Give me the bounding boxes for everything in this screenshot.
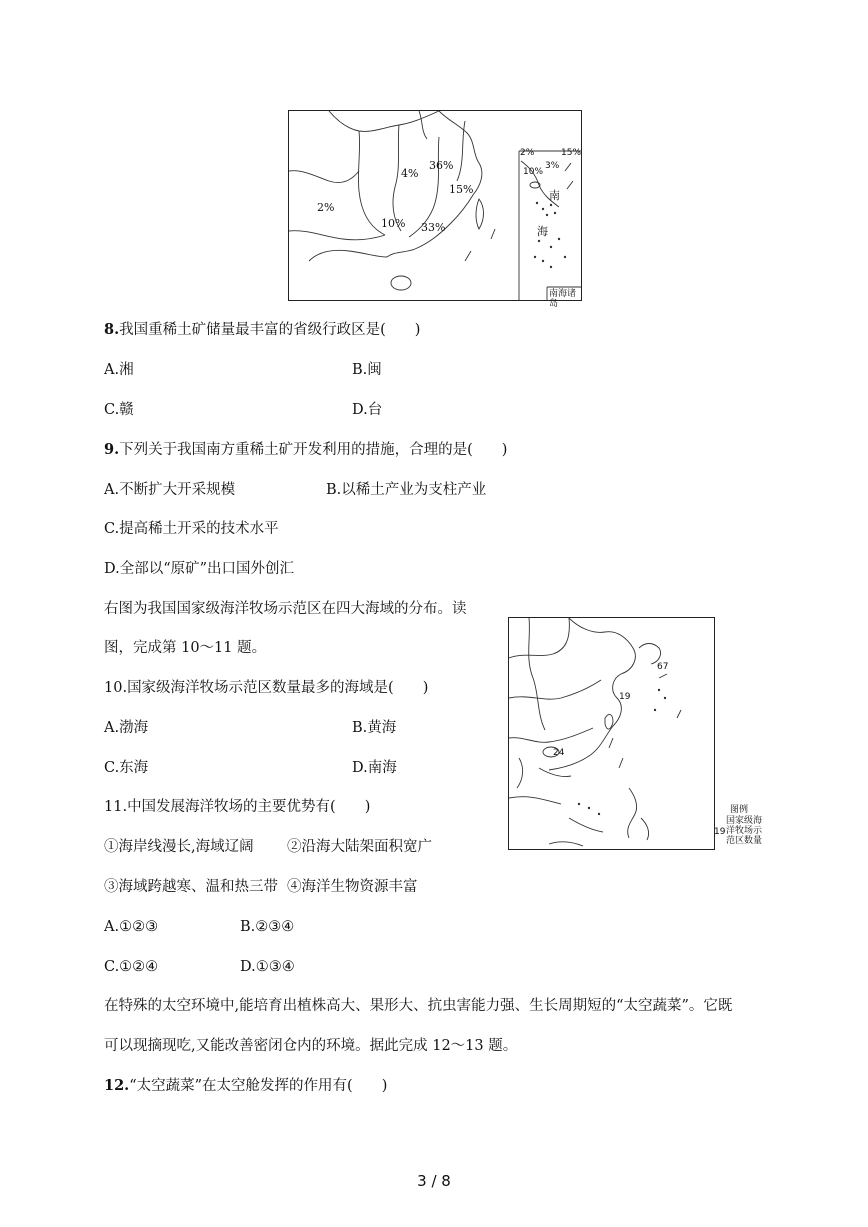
inset-label-left: 2% bbox=[520, 148, 535, 158]
map1-label-guangdong-west: 10% bbox=[381, 217, 406, 230]
question-9 bbox=[104, 440, 507, 460]
legend-line-3: 范区数量 bbox=[726, 836, 763, 846]
q11-option-d: D.①③④ bbox=[240, 959, 295, 975]
q11-statement-2: ②沿海大陆架面积宽广 bbox=[287, 839, 432, 855]
question-10-number: 10. bbox=[104, 680, 128, 696]
rare-earth-map bbox=[288, 110, 582, 309]
map1-label-guangxi: 2% bbox=[317, 201, 335, 214]
map2-label-east-sea: 19 bbox=[619, 692, 631, 702]
inset-char-hai: 海 bbox=[537, 225, 548, 238]
q11-statement-1: ①海岸线漫长,海域辽阔 bbox=[104, 839, 254, 855]
question-11 bbox=[104, 797, 370, 817]
question-11-text: 中国发展海洋牧场的主要优势有( ) bbox=[127, 799, 371, 815]
q11-option-c: C.①②④ bbox=[104, 959, 159, 975]
q9-option-c: C.提高稀土开采的技术水平 bbox=[104, 521, 279, 537]
question-11-number: 11. bbox=[104, 799, 128, 815]
question-8 bbox=[104, 320, 420, 340]
map2-label-south-sea: 24 bbox=[553, 748, 565, 758]
page-number: 3 / 8 bbox=[417, 1172, 451, 1190]
inset-label-right: 15% bbox=[561, 148, 582, 158]
question-12-number: 12. bbox=[104, 1077, 130, 1094]
inset-caption: 南海诸岛 bbox=[549, 289, 577, 309]
q8-option-a: A.湘 bbox=[104, 362, 134, 378]
marine-ranch-map bbox=[508, 617, 715, 850]
map1-label-jiangxi: 36% bbox=[429, 159, 454, 172]
q10-option-b: B.黄海 bbox=[352, 720, 397, 736]
intro-10-11-line2: 图，完成第 10～11 题。 bbox=[104, 640, 267, 656]
legend-number: 19 bbox=[714, 827, 726, 837]
intro-10-11-line1: 右图为我国国家级海洋牧场示范区在四大海域的分布。读 bbox=[104, 601, 467, 617]
legend-title: 图例 bbox=[730, 805, 749, 815]
q9-option-a: A.不断扩大开采规模 bbox=[104, 482, 236, 498]
q8-option-d: D.台 bbox=[352, 402, 383, 418]
legend-line-2: 洋牧场示 bbox=[726, 826, 763, 836]
q8-option-c: C.赣 bbox=[104, 402, 134, 418]
q11-statement-3: ③海域跨越寒、温和热三带 bbox=[104, 879, 278, 895]
q9-option-d: D.全部以“原矿”出口国外创汇 bbox=[104, 561, 295, 577]
q10-option-c: C.东海 bbox=[104, 760, 149, 776]
question-9-text: 下列关于我国南方重稀土矿开发利用的措施，合理的是( ) bbox=[119, 442, 508, 458]
q11-option-a: A.①②③ bbox=[104, 919, 159, 935]
marine-ranch-legend bbox=[714, 805, 770, 851]
inset-label-mid: 10% bbox=[523, 167, 544, 177]
question-10-text: 国家级海洋牧场示范区数量最多的海域是( ) bbox=[127, 680, 429, 696]
legend-line-1: 国家级海 bbox=[726, 816, 763, 826]
question-8-number: 8. bbox=[104, 321, 120, 338]
map1-label-fujian: 15% bbox=[449, 183, 474, 196]
q9-option-b: B.以稀土产业为支柱产业 bbox=[326, 482, 487, 498]
map1-label-guangdong: 33% bbox=[421, 221, 446, 234]
map2-label-yellow-sea: 67 bbox=[657, 662, 669, 672]
question-12 bbox=[104, 1076, 387, 1096]
question-12-text: “太空蔬菜”在太空舱发挥的作用有( ) bbox=[129, 1078, 388, 1094]
q10-option-d: D.南海 bbox=[352, 760, 397, 776]
question-8-text: 我国重稀土矿储量最丰富的省级行政区是( ) bbox=[119, 322, 421, 338]
question-9-number: 9. bbox=[104, 441, 120, 458]
map1-label-hunan: 4% bbox=[401, 167, 419, 180]
marine-ranch-map-drawing bbox=[509, 618, 714, 849]
q11-option-b: B.②③④ bbox=[240, 919, 295, 935]
inset-label-pct: 3% bbox=[545, 161, 560, 171]
q11-statement-4: ④海洋生物资源丰富 bbox=[287, 879, 418, 895]
q8-option-b: B.闽 bbox=[352, 362, 382, 378]
question-10 bbox=[104, 678, 428, 698]
intro-12-13-line1: 在特殊的太空环境中,能培育出植株高大、果形大、抗虫害能力强、生长周期短的“太空蔬菜”。它既 bbox=[104, 998, 733, 1014]
inset-char-nan: 南 bbox=[549, 189, 560, 202]
intro-12-13-line2: 可以现摘现吃,又能改善密闭仓内的环境。据此完成 12～13 题。 bbox=[104, 1038, 518, 1054]
q10-option-a: A.渤海 bbox=[104, 720, 149, 736]
